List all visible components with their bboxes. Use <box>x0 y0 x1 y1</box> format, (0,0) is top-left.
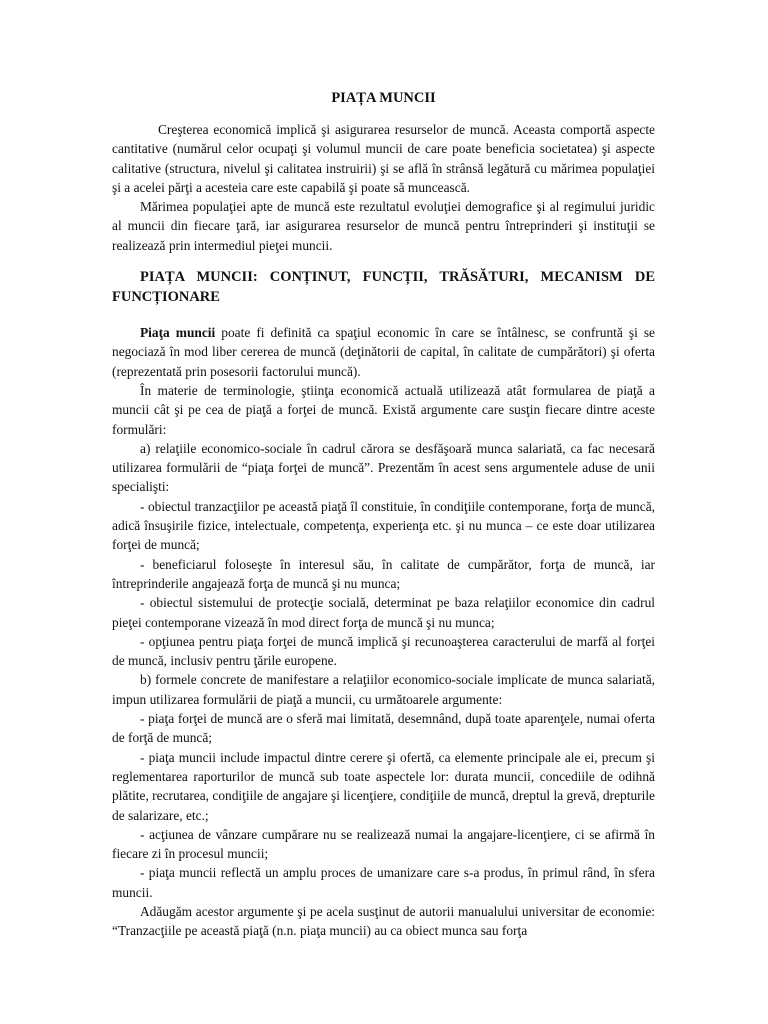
list-item: - obiectul sistemului de protecţie socială, determinat pe baza relaţiilor economice din cadrul pieţei contemporane vizează în mod direct forţa de muncă şi nu munca; <box>112 595 655 630</box>
body-paragraph: a) relaţiile economico-sociale în cadrul cărora se desfăşoară munca salariată, ca fac necesară utilizarea formulării de “piaţa forţei de muncă”. Prezentăm în acest sens argumentele aduse de unii specialişti: <box>112 440 655 495</box>
list-item: - piaţa muncii reflectă un amplu proces de umanizare care s-a produs, în primul rând, în sfera muncii. <box>112 865 655 900</box>
intro-paragraph: Creşterea economică implică şi asigurarea resurselor de muncă. Aceasta comportă aspecte cantitative (numărul celor ocupaţi şi volumul muncii de care poate beneficia societatea) şi aspecte calitative (structura, nivelul şi calitatea instruirii) şi se află în strânsă legătură cu mărimea populaţiei şi a acelei părţi a acesteia care este capabilă şi poate să muncească. <box>112 122 655 195</box>
list-item: - opţiunea pentru piaţa forţei de muncă implică şi recunoaşterea caracterului de marfă al forţei de muncă, inclusiv pentru ţările europene. <box>112 633 655 669</box>
body-paragraph: Adăugăm acestor argumente şi pe acela susţinut de autorii manualului universitar de economie: “Tranzacţiile pe această piaţă (n.n. piaţa muncii) au ca obiect munca sau forţa <box>112 903 655 939</box>
document-page <box>112 88 655 941</box>
definition-text: poate fi definită ca spaţiul economic în care se întâlnesc, se confruntă şi se negociază în mod liber cererea de muncă (deţinătorii de capital, în calitate de cumpărători) şi oferta (reprezentată prin posesorii factorului muncă). <box>112 325 655 379</box>
list-item: - piaţa forţei de muncă are o sferă mai limitată, desemnând, după toate aparenţele, numai oferta de forţă de muncă; <box>112 711 655 746</box>
list-item: - piaţa muncii include impactul dintre cerere şi ofertă, ca elemente principale ale ei, precum şi reglementarea raporturilor de muncă sub toate aspectele lor: durata muncii, concediile de odihnă plătite, recrutarea, condiţiile de angajare şi licenţiere, condiţiile de muncă, dreptul la grevă, drepturile de salarizare, etc.; <box>112 749 655 823</box>
list-item: - acţiunea de vânzare cumpărare nu se realizează numai la angajare-licenţiere, ci se afirmă în fiecare zi în procesul muncii; <box>112 826 655 862</box>
list-item: - beneficiarul foloseşte în interesul său, în calitate de cumpărător, forţa de muncă, iar întreprinderile angajează forţa de muncă şi nu munca; <box>112 556 655 591</box>
definition-paragraph <box>112 323 655 381</box>
body-paragraph: În materie de terminologie, ştiinţa economică actuală utilizează atât formularea de piaţă a muncii cât şi pe cea de piaţă a forţei de muncă. Există argumente care susţin fiecare dintre aceste formulări: <box>112 382 655 437</box>
definition-term: Piaţa muncii <box>140 325 216 341</box>
intro-paragraph: Mărimea populaţiei apte de muncă este rezultatul evoluţiei demografice şi al regimului juridic al muncii din fiecare ţară, iar asigurarea resurselor de muncă pentru întreprinderi şi instituţii se realizează prin intermediul pieţei muncii. <box>112 199 655 253</box>
body-paragraph: b) formele concrete de manifestare a relaţiilor economico-sociale implicate de munca salariată, impun utilizarea formulării de piaţă a muncii, cu următoarele argumente: <box>112 672 655 707</box>
list-item: - obiectul tranzacţiilor pe această piaţă îl constituie, în condiţiile contemporane, forţa de muncă, adică însuşirile fizice, intelectuale, competenţa, experienţa etc. şi nu munca – ce este doar utilizarea forţei de muncă; <box>112 498 655 553</box>
document-title: PIAȚA MUNCII <box>331 90 436 106</box>
section-heading: PIAȚA MUNCII: CONȚINUT, FUNCȚII, TRĂSĂTURI, MECANISM DE FUNCȚIONARE <box>112 269 655 306</box>
